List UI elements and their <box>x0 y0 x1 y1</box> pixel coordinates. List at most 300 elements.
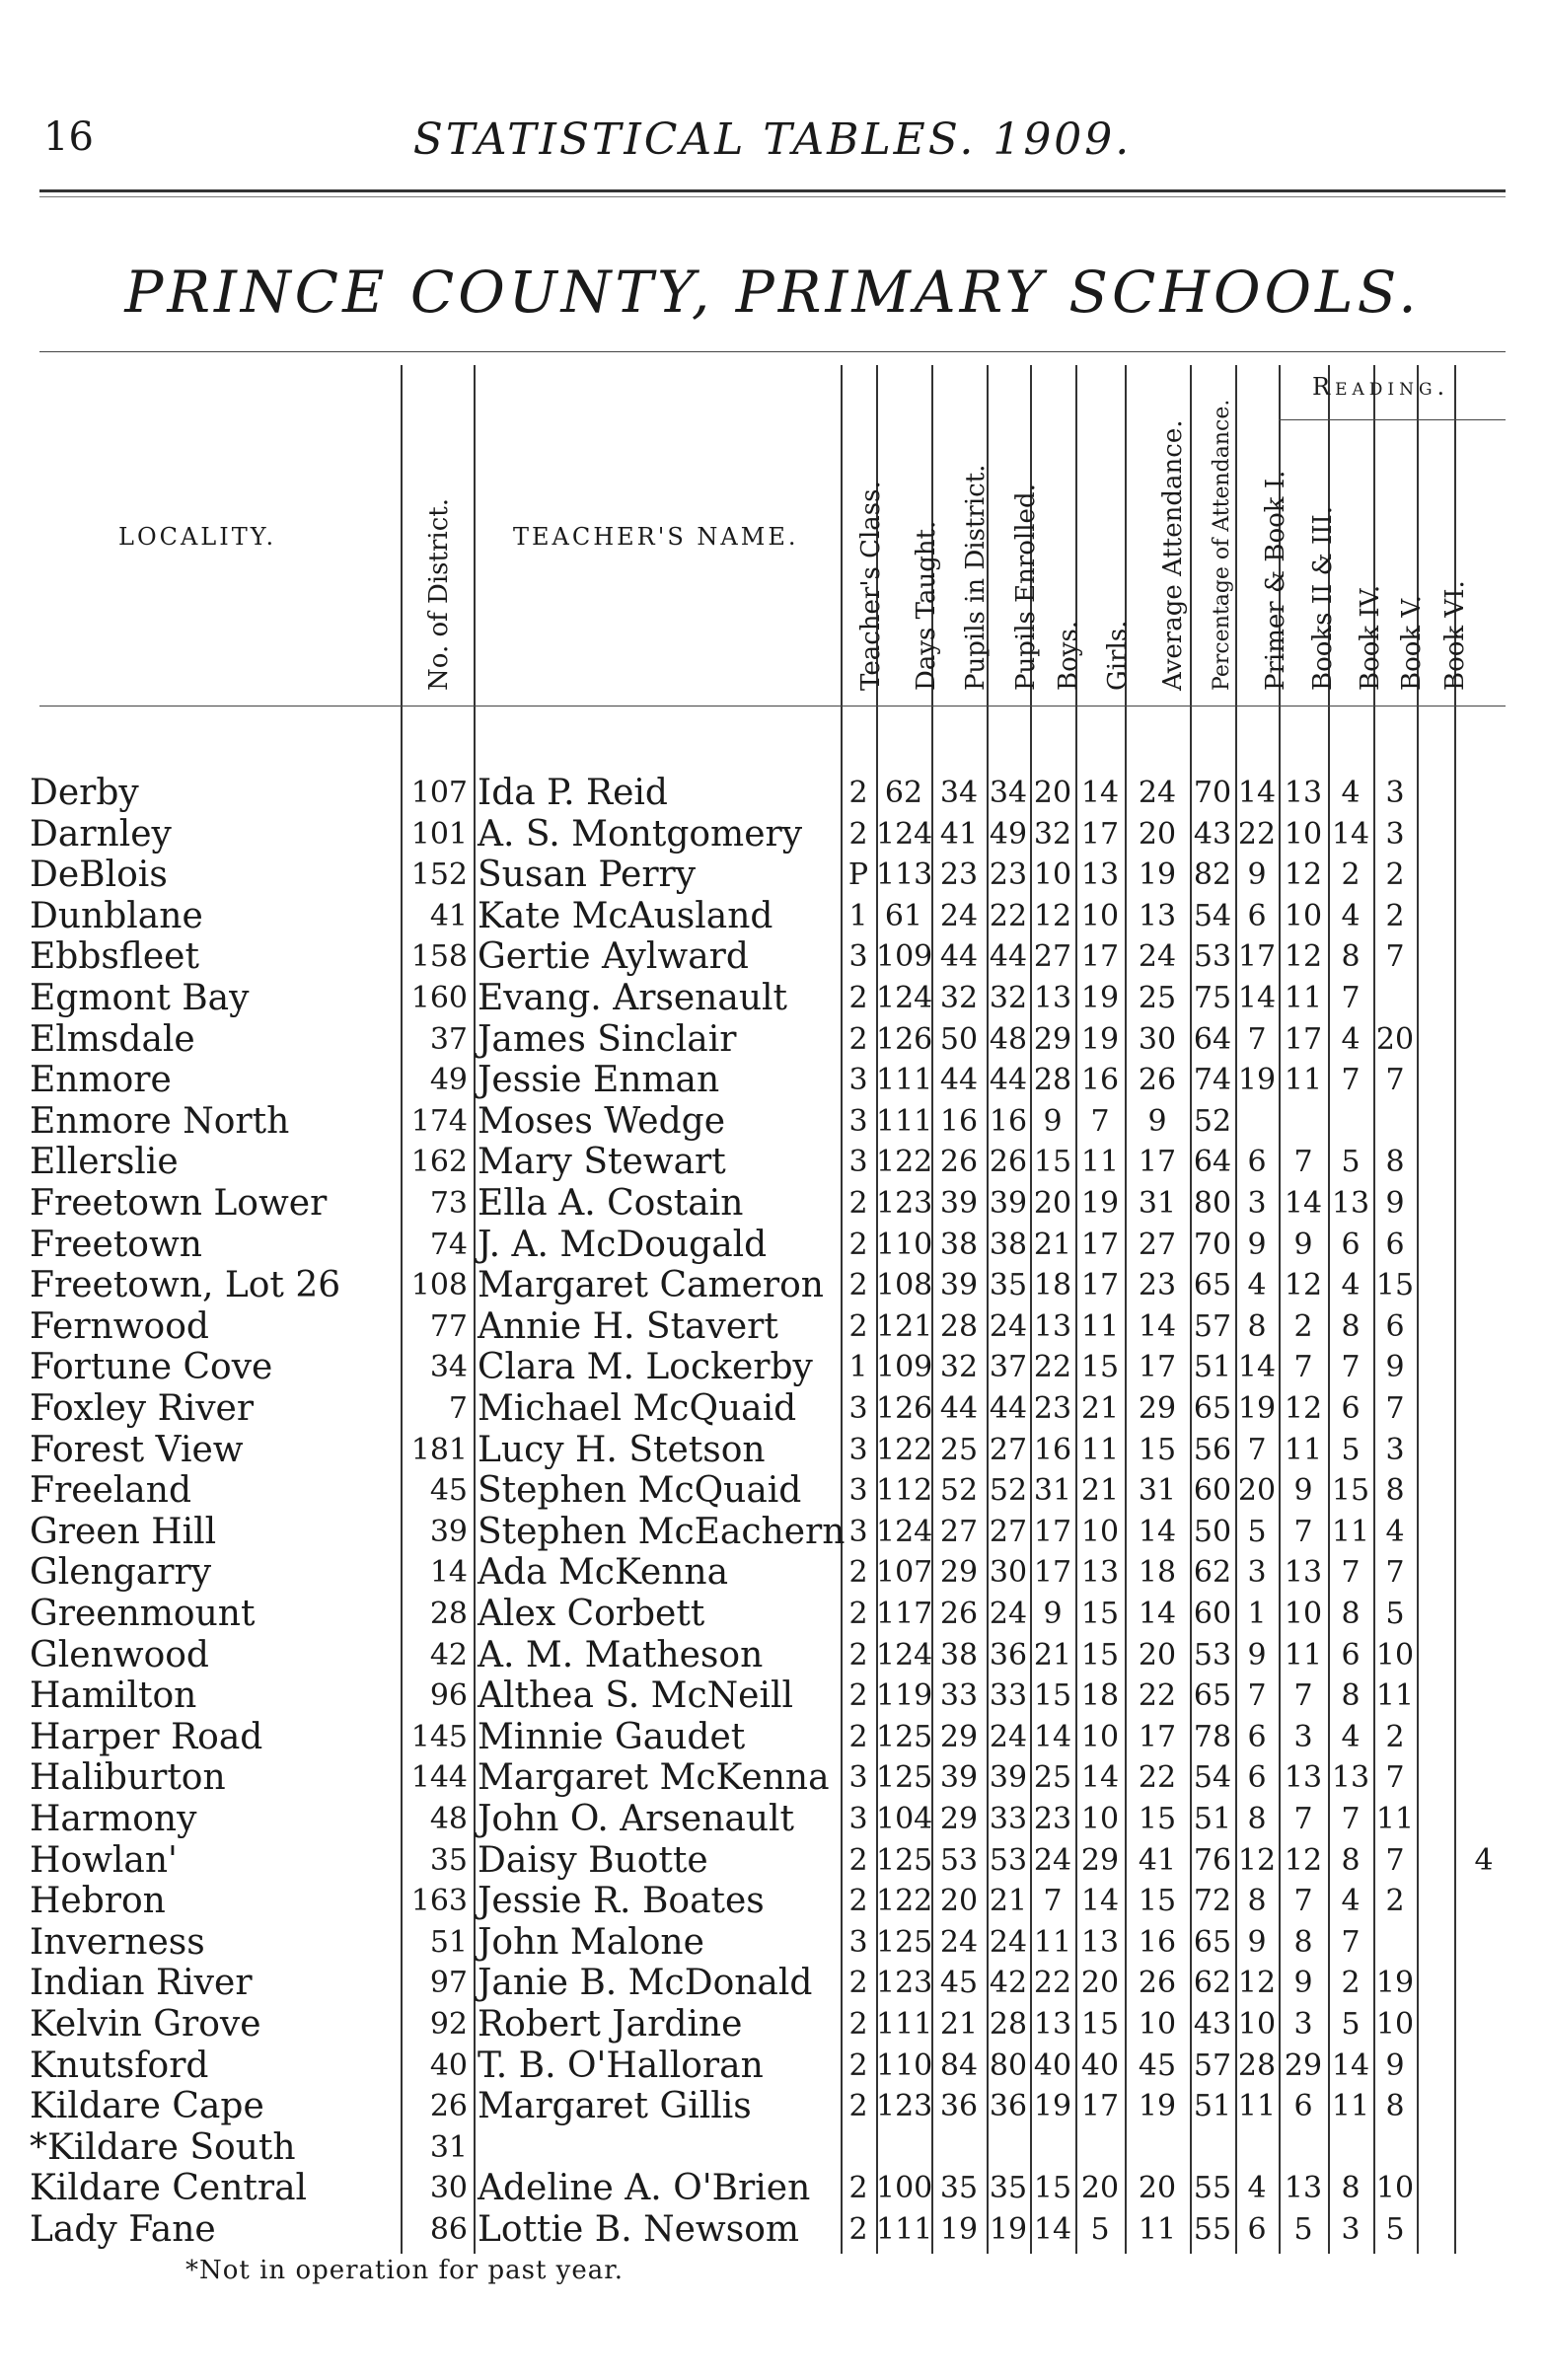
teacher-name: Stephen McQuaid <box>478 1470 802 1512</box>
primer-book1: 9 <box>1247 857 1267 893</box>
book-5: 2 <box>1385 898 1405 933</box>
primer-book1: 1 <box>1247 1597 1267 1631</box>
books-2-3: 11 <box>1284 1063 1323 1098</box>
percentage-attendance: 65 <box>1193 1268 1232 1303</box>
teacher-name: James Sinclair <box>478 1018 737 1060</box>
books-2-3: 9 <box>1293 1473 1313 1509</box>
book-5: 9 <box>1385 2047 1405 2083</box>
average-attendance: 19 <box>1138 2089 1177 2124</box>
girls-count: 11 <box>1080 1308 1120 1344</box>
book-6-header: Book VI. <box>1440 580 1470 691</box>
boys-count: 25 <box>1033 1760 1072 1796</box>
teachers-class: 2 <box>848 2089 868 2124</box>
pupils-in-district: 41 <box>939 816 979 852</box>
average-attendance: 22 <box>1138 1760 1177 1796</box>
teacher-name: Ella A. Costain <box>478 1183 744 1224</box>
pupils-enrolled: 53 <box>989 1842 1028 1878</box>
average-attendance: 25 <box>1138 981 1177 1015</box>
pupils-in-district: 50 <box>939 1021 979 1057</box>
primer-book1: 9 <box>1247 1924 1267 1960</box>
days-taught-header: Days Taught. <box>912 520 941 691</box>
book-5: 2 <box>1385 1884 1405 1919</box>
district-number: 86 <box>429 2212 468 2247</box>
boys-count: 16 <box>1033 1432 1072 1467</box>
locality-name: Green Hill <box>30 1511 217 1552</box>
district-number: 158 <box>410 939 468 975</box>
primer-book1: 19 <box>1237 1063 1277 1098</box>
days-taught: 125 <box>876 1760 933 1796</box>
book-5: 11 <box>1375 1802 1415 1836</box>
pupils-enrolled: 19 <box>989 2212 1028 2247</box>
book-4: 4 <box>1341 1268 1361 1303</box>
average-attendance: 31 <box>1138 1186 1177 1221</box>
pupils-in-district: 36 <box>939 2089 979 2124</box>
pupils-enrolled: 21 <box>989 1884 1028 1919</box>
pupils-enrolled: 39 <box>989 1186 1028 1221</box>
book-5: 2 <box>1385 857 1405 893</box>
pupils-in-district: 29 <box>939 1719 979 1754</box>
teachers-class: 2 <box>848 2007 868 2042</box>
percentage-attendance: 43 <box>1193 816 1232 852</box>
running-title: STATISTICAL TABLES. 1909. <box>412 114 1133 165</box>
district-number: 39 <box>429 1514 468 1549</box>
book-4: 4 <box>1341 1021 1361 1057</box>
book-5: 7 <box>1385 1842 1405 1878</box>
girls-count: 19 <box>1080 981 1120 1015</box>
teachers-class-header: Teacher's Class. <box>856 481 886 691</box>
teachers-class: 3 <box>848 1391 868 1426</box>
pupils-enrolled: 35 <box>989 1268 1028 1303</box>
days-taught: 104 <box>876 1802 933 1836</box>
teachers-class: 2 <box>848 1186 868 1221</box>
percentage-attendance: 65 <box>1193 1391 1232 1426</box>
pupils-enrolled: 44 <box>989 1063 1028 1098</box>
teacher-name: Adeline A. O'Brien <box>478 2168 811 2209</box>
district-number-header: No. of District. <box>424 498 454 691</box>
district-number: 7 <box>448 1391 468 1426</box>
days-taught: 107 <box>876 1555 933 1591</box>
district-number: 48 <box>429 1802 468 1836</box>
girls-count: 20 <box>1080 2171 1120 2206</box>
locality-name: Inverness <box>30 1921 205 1963</box>
percentage-attendance: 55 <box>1193 2212 1232 2247</box>
pupils-enrolled: 49 <box>989 816 1028 852</box>
girls-count: 10 <box>1080 1514 1120 1549</box>
district-number: 152 <box>410 857 468 893</box>
pupils-in-district: 84 <box>939 2047 979 2083</box>
boys-count: 31 <box>1033 1473 1072 1509</box>
days-taught: 110 <box>876 1227 933 1262</box>
book-5: 6 <box>1385 1227 1405 1262</box>
boys-count: 27 <box>1033 939 1072 975</box>
district-number: 145 <box>410 1719 468 1754</box>
pupils-enrolled: 28 <box>989 2007 1028 2042</box>
boys-count: 18 <box>1033 1268 1072 1303</box>
percentage-attendance: 53 <box>1193 1637 1232 1673</box>
locality-name: Freetown Lower <box>30 1183 328 1224</box>
locality-name: Glenwood <box>30 1634 209 1675</box>
book-4: 7 <box>1341 1350 1361 1385</box>
primer-book1: 22 <box>1237 816 1277 852</box>
book-4: 11 <box>1331 2089 1370 2124</box>
book-4: 5 <box>1341 1145 1361 1180</box>
footnote: *Not in operation for past year. <box>185 2256 625 2285</box>
boys-count: 15 <box>1033 2171 1072 2206</box>
books-2-3: 5 <box>1293 2212 1313 2247</box>
pupils-enrolled: 23 <box>989 857 1028 893</box>
boys-count: 19 <box>1033 2089 1072 2124</box>
pupils-in-district: 34 <box>939 776 979 810</box>
book-4: 5 <box>1341 1432 1361 1467</box>
boys-count: 12 <box>1033 898 1072 933</box>
book-4: 13 <box>1331 1186 1370 1221</box>
pupils-enrolled: 44 <box>989 1391 1028 1426</box>
teachers-class: 1 <box>848 1350 868 1385</box>
boys-count: 28 <box>1033 1063 1072 1098</box>
primer-book1: 3 <box>1247 1555 1267 1591</box>
girls-count: 16 <box>1080 1063 1120 1098</box>
average-attendance: 24 <box>1138 776 1177 810</box>
book-5: 10 <box>1375 2171 1415 2206</box>
teacher-name-header: TEACHER'S NAME. <box>513 523 799 551</box>
teacher-name: T. B. O'Halloran <box>478 2045 764 2086</box>
book-4: 2 <box>1341 857 1361 893</box>
percentage-attendance: 43 <box>1193 2007 1232 2042</box>
pupils-in-district: 35 <box>939 2171 979 2206</box>
pupils-in-district: 45 <box>939 1966 979 2001</box>
primer-book1: 6 <box>1247 898 1267 933</box>
pupils-enrolled: 37 <box>989 1350 1028 1385</box>
locality-name: *Kildare South <box>30 2126 296 2168</box>
district-number: 144 <box>410 1760 468 1796</box>
teachers-class: 2 <box>848 2171 868 2206</box>
average-attendance: 29 <box>1138 1391 1177 1426</box>
girls-count: 11 <box>1080 1432 1120 1467</box>
primer-book1: 7 <box>1247 1021 1267 1057</box>
pupils-in-district: 16 <box>939 1103 979 1139</box>
boys-count: 22 <box>1033 1350 1072 1385</box>
days-taught: 124 <box>876 981 933 1015</box>
days-taught: 108 <box>876 1268 933 1303</box>
teachers-class: 2 <box>848 1678 868 1714</box>
percentage-attendance: 50 <box>1193 1514 1232 1549</box>
pupils-enrolled: 16 <box>989 1103 1028 1139</box>
book-5-header: Book V. <box>1397 595 1427 691</box>
average-attendance: 17 <box>1138 1145 1177 1180</box>
books-2-3: 12 <box>1284 1842 1323 1878</box>
locality-name: Knutsford <box>30 2045 209 2086</box>
teacher-name: Margaret Cameron <box>478 1265 824 1306</box>
teachers-class: 2 <box>848 1719 868 1754</box>
boys-count: 9 <box>1043 1597 1063 1631</box>
average-attendance: 15 <box>1138 1802 1177 1836</box>
teachers-class: 3 <box>848 1063 868 1098</box>
average-attendance: 22 <box>1138 1678 1177 1714</box>
district-number: 174 <box>410 1103 468 1139</box>
books-2-3: 9 <box>1293 1227 1313 1262</box>
percentage-attendance: 51 <box>1193 1350 1232 1385</box>
percentage-attendance: 75 <box>1193 981 1232 1015</box>
boys-count: 15 <box>1033 1678 1072 1714</box>
days-taught: 122 <box>876 1432 933 1467</box>
books-2-3-header: Books II & III. <box>1308 505 1338 691</box>
teachers-class: 3 <box>848 1432 868 1467</box>
district-number: 162 <box>410 1145 468 1180</box>
district-number: 73 <box>429 1186 468 1221</box>
book-4: 8 <box>1341 1597 1361 1631</box>
days-taught: 61 <box>884 898 923 933</box>
girls-count: 11 <box>1080 1145 1120 1180</box>
average-attendance: 27 <box>1138 1227 1177 1262</box>
percentage-attendance: 72 <box>1193 1884 1232 1919</box>
district-number: 101 <box>410 816 468 852</box>
books-2-3: 7 <box>1293 1802 1313 1836</box>
average-attendance: 23 <box>1138 1268 1177 1303</box>
book-5: 5 <box>1385 1597 1405 1631</box>
pupils-in-district: 39 <box>939 1186 979 1221</box>
book-4: 6 <box>1341 1391 1361 1426</box>
teachers-class: 2 <box>848 2212 868 2247</box>
header-rule <box>39 189 1506 192</box>
pupils-in-district: 27 <box>939 1514 979 1549</box>
primer-book1: 9 <box>1247 1637 1267 1673</box>
teachers-class: 2 <box>848 1842 868 1878</box>
average-attendance: 9 <box>1147 1103 1167 1139</box>
girls-count: 29 <box>1080 1842 1120 1878</box>
primer-book1: 14 <box>1237 776 1277 810</box>
book-4: 2 <box>1341 1966 1361 2001</box>
book-4: 7 <box>1341 1802 1361 1836</box>
book-4: 8 <box>1341 2171 1361 2206</box>
locality-name: Hamilton <box>30 1675 197 1717</box>
teachers-class: 2 <box>848 1555 868 1591</box>
locality-name: Haliburton <box>30 1757 226 1799</box>
percentage-attendance: 80 <box>1193 1186 1232 1221</box>
section-title: PRINCE COUNTY, PRIMARY SCHOOLS. <box>124 259 1421 326</box>
book-5: 10 <box>1375 2007 1415 2042</box>
teacher-name: Michael McQuaid <box>478 1388 797 1429</box>
percentage-attendance: 74 <box>1193 1063 1232 1098</box>
teacher-name: John Malone <box>478 1921 704 1963</box>
book-5: 15 <box>1375 1268 1415 1303</box>
days-taught: 62 <box>884 776 923 810</box>
locality-name: Enmore North <box>30 1100 290 1142</box>
average-attendance: 20 <box>1138 816 1177 852</box>
days-taught: 125 <box>876 1719 933 1754</box>
book-5: 3 <box>1385 776 1405 810</box>
girls-count: 15 <box>1080 1637 1120 1673</box>
district-number: 45 <box>429 1473 468 1509</box>
book-6: 4 <box>1474 1842 1494 1878</box>
days-taught: 123 <box>876 1966 933 2001</box>
primer-book1: 4 <box>1247 2171 1267 2206</box>
girls-count: 13 <box>1080 1924 1120 1960</box>
days-taught: 119 <box>876 1678 933 1714</box>
locality-name: Harper Road <box>30 1716 263 1757</box>
locality-name: Kelvin Grove <box>30 2004 261 2045</box>
girls-count: 7 <box>1090 1103 1110 1139</box>
books-2-3: 7 <box>1293 1350 1313 1385</box>
locality-name: Indian River <box>30 1963 253 2004</box>
book-4: 14 <box>1331 2047 1370 2083</box>
days-taught: 109 <box>876 939 933 975</box>
average-attendance: 10 <box>1138 2007 1177 2042</box>
boys-count: 32 <box>1033 816 1072 852</box>
primer-book1: 8 <box>1247 1308 1267 1344</box>
percentage-attendance: 65 <box>1193 1924 1232 1960</box>
days-taught: 111 <box>876 2007 933 2042</box>
pupils-enrolled: 39 <box>989 1760 1028 1796</box>
teacher-name: Margaret Gillis <box>478 2086 752 2127</box>
teachers-class: 2 <box>848 981 868 1015</box>
girls-count: 17 <box>1080 1268 1120 1303</box>
days-taught: 111 <box>876 1063 933 1098</box>
book-5: 19 <box>1375 1966 1415 2001</box>
boys-count: 17 <box>1033 1514 1072 1549</box>
district-number: 35 <box>429 1842 468 1878</box>
locality-name: Derby <box>30 773 139 813</box>
pupils-in-district: 38 <box>939 1637 979 1673</box>
teachers-class: 3 <box>848 1103 868 1139</box>
average-attendance: 26 <box>1138 1966 1177 2001</box>
girls-count: 21 <box>1080 1473 1120 1509</box>
teacher-name: Alex Corbett <box>478 1594 705 1634</box>
pupils-in-district: 19 <box>939 2212 979 2247</box>
district-number: 96 <box>429 1678 468 1714</box>
primer-book1: 28 <box>1237 2047 1277 2083</box>
teachers-class: 2 <box>848 776 868 810</box>
teachers-class: 2 <box>848 1884 868 1919</box>
pupils-in-district-header: Pupils in District. <box>961 464 991 691</box>
primer-book1: 3 <box>1247 1186 1267 1221</box>
locality-name: Freeland <box>30 1470 192 1512</box>
boys-count: 15 <box>1033 1145 1072 1180</box>
days-taught: 122 <box>876 1884 933 1919</box>
teachers-class: 2 <box>848 1268 868 1303</box>
book-4: 8 <box>1341 1308 1361 1344</box>
boys-count: 13 <box>1033 981 1072 1015</box>
primer-book1: 10 <box>1237 2007 1277 2042</box>
book-5: 8 <box>1385 1145 1405 1180</box>
boys-count: 23 <box>1033 1802 1072 1836</box>
books-2-3: 13 <box>1284 776 1323 810</box>
boys-count: 14 <box>1033 1719 1072 1754</box>
locality-header: LOCALITY. <box>118 523 277 551</box>
book-4: 4 <box>1341 898 1361 933</box>
header-bottom-rule <box>39 706 1506 707</box>
girls-count: 19 <box>1080 1021 1120 1057</box>
book-4: 5 <box>1341 2007 1361 2042</box>
book-5: 3 <box>1385 1432 1405 1467</box>
teacher-name: Robert Jardine <box>478 2004 743 2045</box>
percentage-attendance: 82 <box>1193 857 1232 893</box>
locality-name: Hebron <box>30 1881 166 1922</box>
average-attendance: 19 <box>1138 857 1177 893</box>
percentage-attendance: 54 <box>1193 1760 1232 1796</box>
district-number: 163 <box>410 1884 468 1919</box>
teacher-name: Stephen McEachern <box>478 1511 846 1552</box>
pupils-in-district: 52 <box>939 1473 979 1509</box>
books-2-3: 17 <box>1284 1021 1323 1057</box>
teacher-name: Jessie Enman <box>478 1060 720 1101</box>
teachers-class: 1 <box>848 898 868 933</box>
book-4: 6 <box>1341 1227 1361 1262</box>
books-2-3: 13 <box>1284 1760 1323 1796</box>
books-2-3: 6 <box>1293 2089 1313 2124</box>
locality-name: Howlan' <box>30 1839 178 1881</box>
teacher-name: Moses Wedge <box>478 1100 725 1142</box>
teachers-class: 2 <box>848 1966 868 2001</box>
books-2-3: 11 <box>1284 1432 1323 1467</box>
district-number: 181 <box>410 1432 468 1467</box>
district-number: 42 <box>429 1637 468 1673</box>
teacher-name: Jessie R. Boates <box>478 1881 765 1922</box>
days-taught: 123 <box>876 2089 933 2124</box>
book-5: 7 <box>1385 939 1405 975</box>
girls-count: 13 <box>1080 1555 1120 1591</box>
girls-count: 15 <box>1080 1597 1120 1631</box>
teacher-name: Susan Perry <box>478 855 697 896</box>
percentage-attendance: 52 <box>1193 1103 1232 1139</box>
pupils-in-district: 39 <box>939 1760 979 1796</box>
teacher-name: Lucy H. Stetson <box>478 1429 766 1470</box>
average-attendance: 13 <box>1138 898 1177 933</box>
locality-name: Enmore <box>30 1060 172 1101</box>
average-attendance: 30 <box>1138 1021 1177 1057</box>
pupils-enrolled: 34 <box>989 776 1028 810</box>
pupils-in-district: 28 <box>939 1308 979 1344</box>
boys-count: 24 <box>1033 1842 1072 1878</box>
days-taught: 122 <box>876 1145 933 1180</box>
pupils-enrolled: 42 <box>989 1966 1028 2001</box>
days-taught: 117 <box>876 1597 933 1631</box>
pupils-enrolled: 35 <box>989 2171 1028 2206</box>
books-2-3: 10 <box>1284 816 1323 852</box>
locality-name: Freetown <box>30 1224 202 1265</box>
teacher-name: John O. Arsenault <box>478 1799 795 1839</box>
pupils-in-district: 44 <box>939 939 979 975</box>
locality-name: Greenmount <box>30 1594 256 1634</box>
pupils-enrolled: 22 <box>989 898 1028 933</box>
days-taught: 124 <box>876 816 933 852</box>
teachers-class: 3 <box>848 1760 868 1796</box>
average-attendance: 15 <box>1138 1432 1177 1467</box>
days-taught: 112 <box>876 1473 933 1509</box>
pupils-in-district: 44 <box>939 1063 979 1098</box>
pupils-enrolled: 52 <box>989 1473 1028 1509</box>
district-number: 40 <box>429 2047 468 2083</box>
book-4: 7 <box>1341 1063 1361 1098</box>
pupils-enrolled: 36 <box>989 2089 1028 2124</box>
days-taught: 111 <box>876 2212 933 2247</box>
teachers-class: 2 <box>848 1227 868 1262</box>
district-number: 160 <box>410 981 468 1015</box>
teachers-class: 3 <box>848 939 868 975</box>
average-attendance: 14 <box>1138 1308 1177 1344</box>
teacher-name: Daisy Buotte <box>478 1839 708 1881</box>
boys-count: 17 <box>1033 1555 1072 1591</box>
book-4: 7 <box>1341 1555 1361 1591</box>
book-4: 3 <box>1341 2212 1361 2247</box>
district-number: 74 <box>429 1227 468 1262</box>
district-number: 34 <box>429 1350 468 1385</box>
percentage-attendance-header: Percentage of Attendance. <box>1210 399 1234 691</box>
average-attendance: 31 <box>1138 1473 1177 1509</box>
average-attendance: 45 <box>1138 2047 1177 2083</box>
book-4: 11 <box>1331 1514 1370 1549</box>
percentage-attendance: 57 <box>1193 2047 1232 2083</box>
pupils-in-district: 38 <box>939 1227 979 1262</box>
